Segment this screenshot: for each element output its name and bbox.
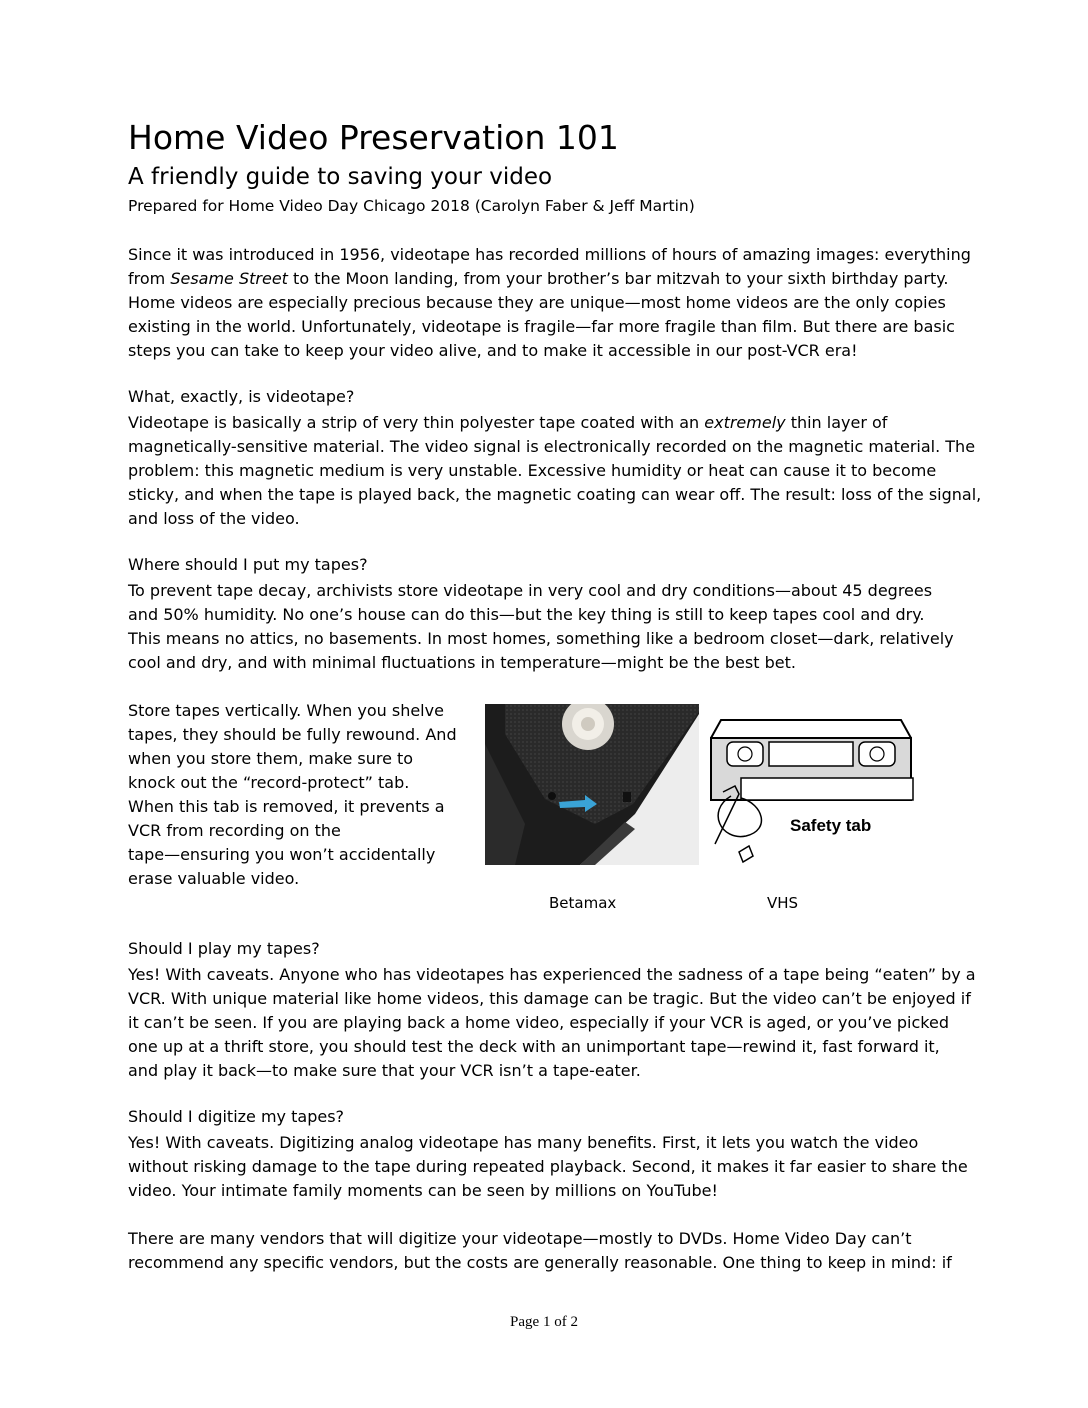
store-line: tape—ensuring you won’t accidentally [128,845,436,864]
betamax-cassette-illustration [485,704,699,865]
videotape-line: sticky, and when the tape is played back, the magnetic coating can wear off. The result: loss of the signal, [128,485,982,504]
section-heading-videotape: What, exactly, is videotape? [128,387,355,406]
play-line: Yes! With caveats. Anyone who has videotapes has experienced the sadness of a tape being “eaten” by a [128,965,976,984]
vhs-caption: VHS [767,894,799,912]
page-number-footer: Page 1 of 2 [510,1314,578,1330]
play-line: it can’t be seen. If you are playing back a home video, especially if your VCR is aged, or you’ve picked [128,1013,949,1032]
vendors-paragraph [128,1227,968,1275]
section-heading-play-tapes: Should I play my tapes? [128,939,320,958]
storage-location-line: and 50% humidity. No one’s house can do this—but the key thing is still to keep tapes cool and dry. [128,605,925,624]
play-tapes-paragraph [128,963,976,1083]
digitize-line: without risking damage to the tape during repeated playback. Second, it makes it far easier to share the [128,1157,968,1176]
vhs-diagram [701,716,919,866]
section-heading-digitize: Should I digitize my tapes? [128,1107,345,1126]
betamax-caption: Betamax [549,894,617,912]
safety-tab-label: Safety tab [790,816,872,835]
page-subtitle: A friendly guide to saving your video [128,164,553,190]
store-line: when you store them, make sure to [128,749,414,768]
intro-paragraph [128,243,971,363]
store-line: erase valuable video. [128,869,300,888]
storage-location-line: cool and dry, and with minimal fluctuations in temperature—might be the best bet. [128,653,796,672]
store-line: knock out the “record-protect” tab. [128,773,410,792]
play-line: and play it back—to make sure that your VCR isn’t a tape-eater. [128,1061,641,1080]
store-line: When this tab is removed, it prevents a [128,797,445,816]
play-line: one up at a thrift store, you should test the deck with an unimportant tape—rewind it, fast forward it, [128,1037,940,1056]
vhs-cassette-illustration [701,716,919,866]
play-line: VCR. With unique material like home videos, this damage can be tragic. But the video can’t be enjoyed if [128,989,971,1008]
store-vertically-paragraph [128,699,468,891]
intro-line: Home videos are especially precious because they are unique—most home videos are the only copies [128,293,946,312]
videotape-line: problem: this magnetic medium is very unstable. Excessive humidity or heat can cause it to become [128,461,937,480]
videotape-line: and loss of the video. [128,509,300,528]
betamax-photo [485,704,699,865]
intro-line: Since it was introduced in 1956, videotape has recorded millions of hours of amazing images: everything [128,245,971,264]
vendors-line: recommend any specific vendors, but the costs are generally reasonable. One thing to keep in mind: if [128,1253,952,1272]
digitize-paragraph [128,1131,968,1203]
videotape-line-italic: Videotape is basically a strip of very thin polyester tape coated with an extremely thin layer of [128,413,888,432]
intro-line-italic: from Sesame Street to the Moon landing, from your brother’s bar mitzvah to your sixth birthday party. [128,269,949,288]
prepared-for-line: Prepared for Home Video Day Chicago 2018 (Carolyn Faber & Jeff Martin) [128,197,695,215]
store-line: Store tapes vertically. When you shelve [128,701,444,720]
storage-location-line: This means no attics, no basements. In most homes, something like a bedroom closet—dark, relatively [128,629,954,648]
intro-line: steps you can take to keep your video alive, and to make it accessible in our post-VCR era! [128,341,858,360]
digitize-line: video. Your intimate family moments can be seen by millions on YouTube! [128,1181,718,1200]
intro-line: existing in the world. Unfortunately, videotape is fragile—far more fragile than film. But there are basic [128,317,955,336]
storage-location-line: To prevent tape decay, archivists store videotape in very cool and dry conditions—about 45 degrees [128,581,933,600]
store-line: tapes, they should be fully rewound. And [128,725,457,744]
vendors-line: There are many vendors that will digitize your videotape—mostly to DVDs. Home Video Day can’t [128,1229,912,1248]
videotape-line: magnetically-sensitive material. The video signal is electronically recorded on the magnetic material. The [128,437,976,456]
videotape-paragraph [128,411,982,531]
section-heading-storage-location: Where should I put my tapes? [128,555,368,574]
page-title: Home Video Preservation 101 [128,118,619,157]
store-line: VCR from recording on the [128,821,341,840]
digitize-line: Yes! With caveats. Digitizing analog videotape has many benefits. First, it lets you watch the video [128,1133,919,1152]
storage-location-paragraph [128,579,968,675]
